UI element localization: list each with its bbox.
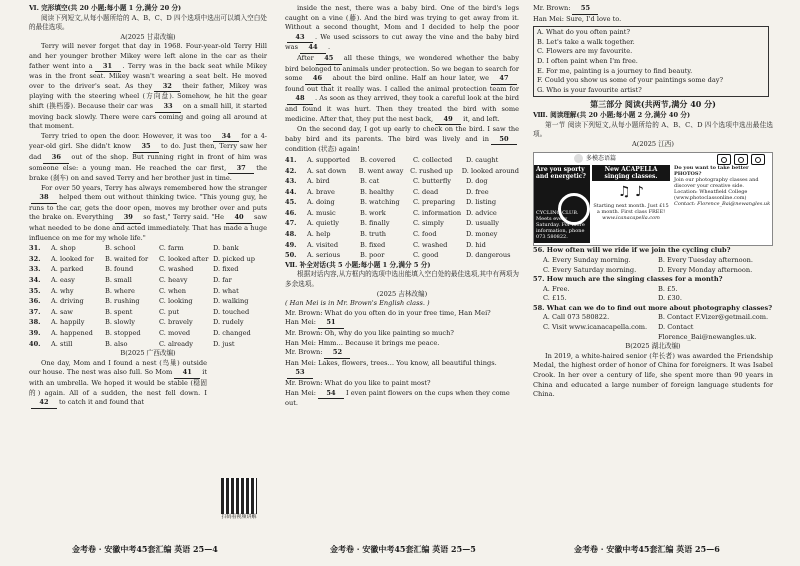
text-run: helped them out without thinking twice. "This young guy, he runs to the car, gets the door open, moves my brother over and puts the brake on. Everything [29,193,267,222]
singing-class-ad: New ACAPELLA singing classes. ♫ ♪ Starting next month. Just £15 a month. First class FREE! www.icanacapella.com [592,165,670,243]
passage-a-text [29,42,267,243]
option-b[interactable]: B. finally [360,219,390,228]
option-a[interactable]: A. shop [51,244,76,253]
question-stem: 56. How often will we ride if we join the cycling club? [533,246,731,255]
text-run: the brake (刹车) on and saved Terry and her brother just in time. [29,163,267,183]
column-1 [29,4,267,409]
option-d[interactable]: D. usually [466,219,499,228]
paragraph [29,359,207,409]
reading-section-heading: Ⅷ. 阅读理解(共 20 小题;每小题 2 分,满分 40 分) [533,110,691,119]
option-a[interactable]: A. sat down [307,166,347,175]
option-b[interactable]: B. small [105,276,132,285]
option-b[interactable]: B. poor [360,251,385,260]
dialogue-end [533,4,773,24]
text-run: to do. Just then, Terry saw her dad [29,142,267,161]
option-b[interactable]: B. cat [360,177,380,186]
option-d[interactable]: D. fixed [213,265,239,274]
option-d[interactable]: D. rudely [213,318,244,327]
dialogue-instruction: 根据对话内容,从方框内的选项中选出能填入空白处的最佳选项,其中有两项为多余选项。 [285,270,519,289]
passage-b-continued [285,4,519,155]
text-run: to catch it and found that [59,398,145,407]
reading-questions [533,246,773,342]
answer-blank: 41 [174,368,200,379]
text-run: found out that it really was. I called the animal protection team for [285,84,519,93]
option-a[interactable]: A. supported [307,155,350,164]
reading-instruction: 第一节 阅读下列短文,从每小题所给的 A、B、C、D 四个选项中选出最佳选项。 [533,120,773,139]
option-b[interactable]: B. spent [105,307,133,316]
option-b[interactable]: B. also [105,339,128,348]
question-number: 41. [285,155,297,164]
text-run: condition (状态) again! [285,145,360,154]
answer-option[interactable]: A. Call 073 580822. [543,313,610,322]
paragraph [285,379,519,389]
passage-b-title: B(2025 广西改编) [120,349,176,358]
option-c[interactable]: C. rushed up [410,166,453,175]
option-b[interactable]: B. where [105,286,135,295]
options-31-40 [29,244,267,349]
option-c[interactable]: C. moved [159,329,191,337]
option-row [285,177,519,187]
option-a[interactable]: A. brave [307,187,335,196]
paragraph [285,309,519,319]
answer-blank: 31 [95,62,121,73]
box-option[interactable]: G. Who is your favourite artist? [537,85,642,94]
option-d[interactable]: D. dangerous [466,251,511,260]
text-run: Mr. Brown: [285,348,323,357]
paragraph [285,359,519,369]
option-a[interactable]: A. parked [51,265,84,274]
option-row [285,219,519,229]
music-notes-icon: ♫ ♪ [618,184,644,201]
answer-blank: 39 [115,213,141,224]
option-b[interactable]: B. slowly [105,318,135,327]
dialogue-options-box [533,26,769,97]
footer-page-6: 金考卷 · 安徽中考45套汇编 英语 25—6 [574,544,720,554]
question-number: 31. [29,244,41,253]
text-run: . As soon as they arrived, they took a careful look at the bird and found it was hurt. Then they treated the bird with some medicine. After that, they put the nest back, [285,94,519,123]
option-a[interactable]: A. serious [307,251,341,260]
question-number: 44. [285,187,297,196]
option-b[interactable]: B. truth [360,230,386,239]
option-d[interactable]: D. just [213,339,235,348]
option-a[interactable]: A. happily [51,318,85,327]
answer-blank: 44 [300,43,326,54]
option-b[interactable]: B. healthy [360,187,394,196]
text-run: Mr. Brown: What do you often do in your free time, Han Mei? [285,308,491,317]
option-a[interactable]: A. still [51,339,73,348]
option-a[interactable]: A. saw [51,307,73,316]
cycling-club-ad: Are you sporty and energetic? CYCLING CLUB. Meets every Saturday. For more information, phone 073 580822. [534,165,590,243]
option-row [285,251,519,261]
badge-icon [574,154,583,163]
option-d[interactable]: D. caught [466,155,499,164]
option-d[interactable]: D. picked up [213,254,255,263]
answer-option[interactable]: C. Every Saturday morning. [543,265,637,274]
box-option[interactable]: A. What do you often paint? [537,28,630,37]
reading-passage-b: In 2019, a white-haired senior (年长者) was awarded the Friendship Medal, the highest order of honor of China for foreigners. It was Isabel Crook. In her over a century of life, she spent more than 90 years in China and educated a large number of foreign language students for China. [533,351,773,399]
options-41-50 [285,156,519,261]
advertisement-image [533,152,773,246]
option-d[interactable]: D. changed [213,329,251,337]
option-c[interactable]: C. butterfly [413,177,451,186]
text-run: . We used scissors to cut away the vine and the baby bird was [285,32,519,52]
option-d[interactable]: D. hid [466,240,486,249]
paragraph [29,132,267,184]
option-c[interactable]: C. bravely [159,318,193,327]
option-row [29,308,267,318]
text-run: Han Mei: Hmm… Because it brings me peace. [285,338,440,347]
answer-blank: 48 [287,94,313,105]
option-d[interactable]: D. walking [213,297,249,306]
question-number: 40. [29,339,41,348]
option-row [285,230,519,240]
part-three-title: 第三部分 阅读(共两节,满分 40 分) [590,99,716,110]
option-a[interactable]: A. visited [307,240,339,249]
answer-option[interactable]: D. Every Monday afternoon. [658,265,753,274]
text-run: about the bird online. Half an hour later, we [332,74,489,83]
option-d[interactable]: D. touched [213,307,250,316]
option-c[interactable]: C. good [413,251,439,260]
text-run: inside the nest, there was a baby bird. One of the bird's legs caught on a vine (藤). And the bird was trying to get away from it. Without a second thought, Mom and I decided to help the poor [285,4,519,32]
option-b[interactable]: B. rushing [105,297,140,306]
question-number: 42. [285,166,297,175]
option-b[interactable]: B. found [105,265,134,274]
passage-a-title: A(2025 甘肃改编) [120,32,176,41]
question-number: 32. [29,254,41,263]
answer-blank: 42 [31,398,57,409]
text-run: on a small hill, it started moving back slowly. There were cars coming and going all around at that moment. [29,101,268,131]
option-b[interactable]: B. stopped [105,329,141,337]
option-c[interactable]: C. preparing [413,198,456,207]
option-c[interactable]: C. put [159,307,180,316]
option-c[interactable]: C. dead [413,187,439,196]
option-a[interactable]: A. easy [51,276,75,285]
option-b[interactable]: B. fixed [360,240,386,249]
paragraph [533,15,773,25]
paragraph [285,318,519,329]
option-row [29,318,267,328]
option-d[interactable]: D. far [213,276,232,285]
question-number: 34. [29,276,41,285]
answer-blank: 36 [43,153,69,164]
paragraph [29,184,267,244]
option-a[interactable]: A. looked for [51,254,94,263]
answer-option[interactable]: D. Contact Florence_Bai@newangles.uk. [658,323,757,341]
option-d[interactable]: D. dog [466,177,488,186]
answer-blank: 47 [491,74,517,85]
option-c[interactable]: C. looking [159,297,193,306]
text-run: After [297,53,314,62]
question-number: 37. [29,307,41,316]
paragraph [285,125,519,155]
box-option[interactable]: E. For me, painting is a journey to find beauty. [537,66,693,75]
answer-blank: 51 [318,318,344,329]
option-row [29,265,267,275]
question-number: 49. [285,240,297,249]
cloze-section-heading: Ⅵ. 完形填空(共 20 小题;每小题 1 分,满分 20 分) [29,4,182,12]
answer-option[interactable]: A. Every Sunday morning. [543,255,631,264]
option-row [29,276,267,286]
answer-blank: 52 [324,348,350,359]
answer-blank: 33 [155,102,181,113]
question-options [533,285,773,304]
text-run: Han Mei: [285,388,317,397]
answer-blank: 55 [572,4,598,15]
text-run: For over 50 years, Terry has always remembered how the stranger [41,183,267,192]
question-number: 47. [285,219,297,228]
paragraph [533,4,773,15]
box-option[interactable]: C. Flowers are my favourite. [537,47,633,56]
option-row [285,188,519,198]
text-run: Terry tried to open the door. However, it was too [41,131,212,140]
question-number: 36. [29,297,41,306]
option-row [29,340,267,350]
text-run: One day, Mom and I found a nest (鸟巢) outside our house. The nest was also full. So Mom [29,358,207,377]
dialogue-scene: ( Han Mei is in Mr. Brown's English class. ) [285,299,430,308]
answer-blank: 38 [31,193,57,204]
question-options [533,256,773,275]
dialogue-section-heading: Ⅶ. 补全对话(共 5 小题;每小题 1 分,满分 5 分) [285,260,431,269]
option-row [29,244,267,254]
paragraph [285,368,519,379]
question-number: 48. [285,230,297,239]
option-row [29,255,267,265]
text-run: Han Mei: [285,318,317,327]
question-options [533,313,773,342]
column-3 [533,4,773,400]
option-row [285,167,519,177]
question-number: 38. [29,318,41,327]
option-c[interactable]: C. farm [159,244,184,253]
text-run: saw what needed to be done and acted immediately. That has made a huge influence on me for my whole life." [29,213,267,242]
option-b[interactable]: B. work [360,208,386,217]
option-a[interactable]: A. driving [51,297,84,306]
answer-blank: 35 [133,142,159,153]
camera-icon [717,154,731,165]
text-run: so fast," Terry said. "He [143,213,225,222]
option-b[interactable]: B. went away [358,166,404,175]
option-b[interactable]: B. waited for [105,254,149,263]
question-stem: 58. What can we do to find out more about photography classes? [533,303,773,312]
answer-blank: 53 [287,368,313,379]
box-option[interactable]: F. Could you show us some of your paintings some day? [537,76,724,85]
option-b[interactable]: B. school [105,244,136,253]
camera-icon [751,154,765,165]
question-number: 43. [285,177,297,186]
option-d[interactable]: D. listing [466,198,497,207]
option-row [29,329,267,339]
answer-blank: 32 [154,82,180,93]
text-run: their father, Mikey was playing with the steering wheel (方向盘). Somehow, he hit the gear shift (换档器). Because their car was [29,81,267,110]
option-d[interactable]: D. bank [213,244,239,253]
option-d[interactable]: D. free [466,187,489,196]
option-a[interactable]: A. doing [307,198,335,207]
footer-page-4: 金考卷 · 安徽中考45套汇编 英语 25—4 [72,544,218,554]
qr-caption: 扫码看视频讲解 [221,514,257,520]
text-run: Mr. Brown: What do you like to paint most? [285,378,431,387]
paragraph [285,4,519,54]
reading-passage-b-title: B(2025 湖北改编) [625,342,681,351]
text-run: Terry will never forget that day in 1968. Four-year-old Terry Hill and her younger brother Mikey were left alone in the car as their father went into a [29,42,267,70]
option-d[interactable]: D. what [213,286,239,295]
text-run: for a 4-year-old girl. She didn't know [29,131,267,151]
option-c[interactable]: C. food [413,230,437,239]
column-2 [285,4,519,409]
option-a[interactable]: A. happened [51,329,93,337]
option-c[interactable]: C. washed [413,240,448,249]
text-run: out of the shop. But running right in front of him was someone else: a young man. He reached the car first, [29,152,267,172]
question-number: 46. [285,208,297,217]
option-b[interactable]: B. watching [360,198,400,207]
option-d[interactable]: D. money [466,230,498,239]
option-row [285,241,519,251]
reading-passage-a-title: A(2025 江西) [632,139,674,148]
answer-option[interactable]: B. Every Tuesday afternoon. [658,255,753,264]
option-c[interactable]: C. information [413,208,462,217]
option-c[interactable]: C. washed [159,265,194,274]
camera-icon [734,154,748,165]
option-a[interactable]: A. quietly [307,219,339,228]
answer-blank: 40 [226,213,252,224]
text-run: all these things, we wondered whether the baby bird belonged to animals under protection. So we began to search for some [285,53,519,83]
question-number: 39. [29,329,41,337]
paragraph [285,348,519,359]
option-b[interactable]: B. covered [360,155,396,164]
question-number: 35. [29,286,41,295]
answer-blank: 34 [213,132,239,143]
option-a[interactable]: A. music [307,208,336,217]
text-run: it, and left. [463,114,500,123]
text-run: On the second day, I got up early to check on the bird. I saw the baby bird and its parents. The bird was lively and in [285,125,519,143]
option-row [285,156,519,166]
multimodal-bar: 多模态语篇 [534,153,772,164]
answer-option[interactable]: A. Free. [543,284,570,293]
text-run: Mr. Brown: Oh, why do you like painting so much? [285,329,454,337]
qr-code-icon[interactable] [221,478,257,514]
question-number: 50. [285,251,297,260]
text-run: Mr. Brown: [533,4,571,12]
answer-blank: 49 [435,115,461,126]
text-run: . Terry was in the back seat while Mikey was in the front seat. Mikey wasn't wearing a seat belt. He moved over to the driver's seat. As they [29,61,267,90]
text-run: Han Mei: Sure, I'd love to. [533,14,622,23]
text-run: it with an umbrella. We hoped it would be stable (稳固的) again. All of a sudden, the nest fell down. I [29,368,207,397]
dialogue-source: (2025 吉林改编) [376,289,428,298]
footer-page-5: 金考卷 · 安徽中考45套汇编 英语 25—5 [330,544,476,554]
option-c[interactable]: C. heavy [159,276,188,285]
text-run: I even paint flowers on the cups when they come out. [285,388,510,408]
option-c[interactable]: C. collected [413,155,453,164]
question-number: 33. [29,265,41,274]
text-run: Han Mei: Lakes, flowers, trees… You know, all beautiful things. [285,358,497,367]
dialogue-lines [285,309,519,409]
option-c[interactable]: C. when [159,286,187,295]
paragraph [285,389,519,409]
answer-option[interactable]: B. £5. [658,284,678,293]
answer-blank: 50 [491,135,517,146]
text-run: . [327,43,331,52]
option-d[interactable]: D. looked around [461,166,519,175]
option-d[interactable]: D. advice [466,208,497,217]
answer-blank: 54 [318,389,344,400]
answer-blank: 43 [287,33,313,44]
option-row [285,198,519,208]
option-c[interactable]: C. looked after [159,254,209,263]
paragraph [285,54,519,125]
paragraph [285,329,519,339]
answer-option[interactable]: C. £15. [543,294,567,303]
box-option[interactable]: D. I often paint when I'm free. [537,56,638,65]
answer-option[interactable]: C. Visit www.icanacapella.com. [543,323,648,332]
answer-blank: 46 [305,74,331,85]
cloze-instruction: 阅读下列短文,从每小题所给的 A、B、C、D 四个选项中选出可以填入空白处的最佳选项。 [29,13,267,32]
option-c[interactable]: C. simply [413,219,444,228]
answer-option[interactable]: D. £30. [658,294,682,303]
answer-blank: 45 [316,54,342,65]
box-option[interactable]: B. Let's take a walk together. [537,37,635,46]
option-a[interactable]: A. bird [307,177,330,186]
answer-option[interactable]: B. Contact F.Vizer@getmail.com. [658,313,769,322]
option-row [285,209,519,219]
qr-code-block[interactable] [210,478,268,521]
paragraph [29,42,267,131]
photography-class-ad: Do you want to take better PHOTOS? Join our photography classes and discover your creative side. Location: Wheatfield College (www.photoclassonline.com) Contact: Florence_Bai@newangles.uk [674,165,771,208]
paragraph [285,339,519,349]
question-stem: 57. How much are the singing classes for a month? [533,275,723,284]
option-a[interactable]: A. help [307,230,331,239]
option-row [29,287,267,297]
option-c[interactable]: C. already [159,339,193,348]
passage-b-text [29,359,207,409]
option-row [29,297,267,307]
option-a[interactable]: A. why [51,286,74,295]
answer-blank: 37 [228,164,254,175]
question-number: 45. [285,198,297,207]
